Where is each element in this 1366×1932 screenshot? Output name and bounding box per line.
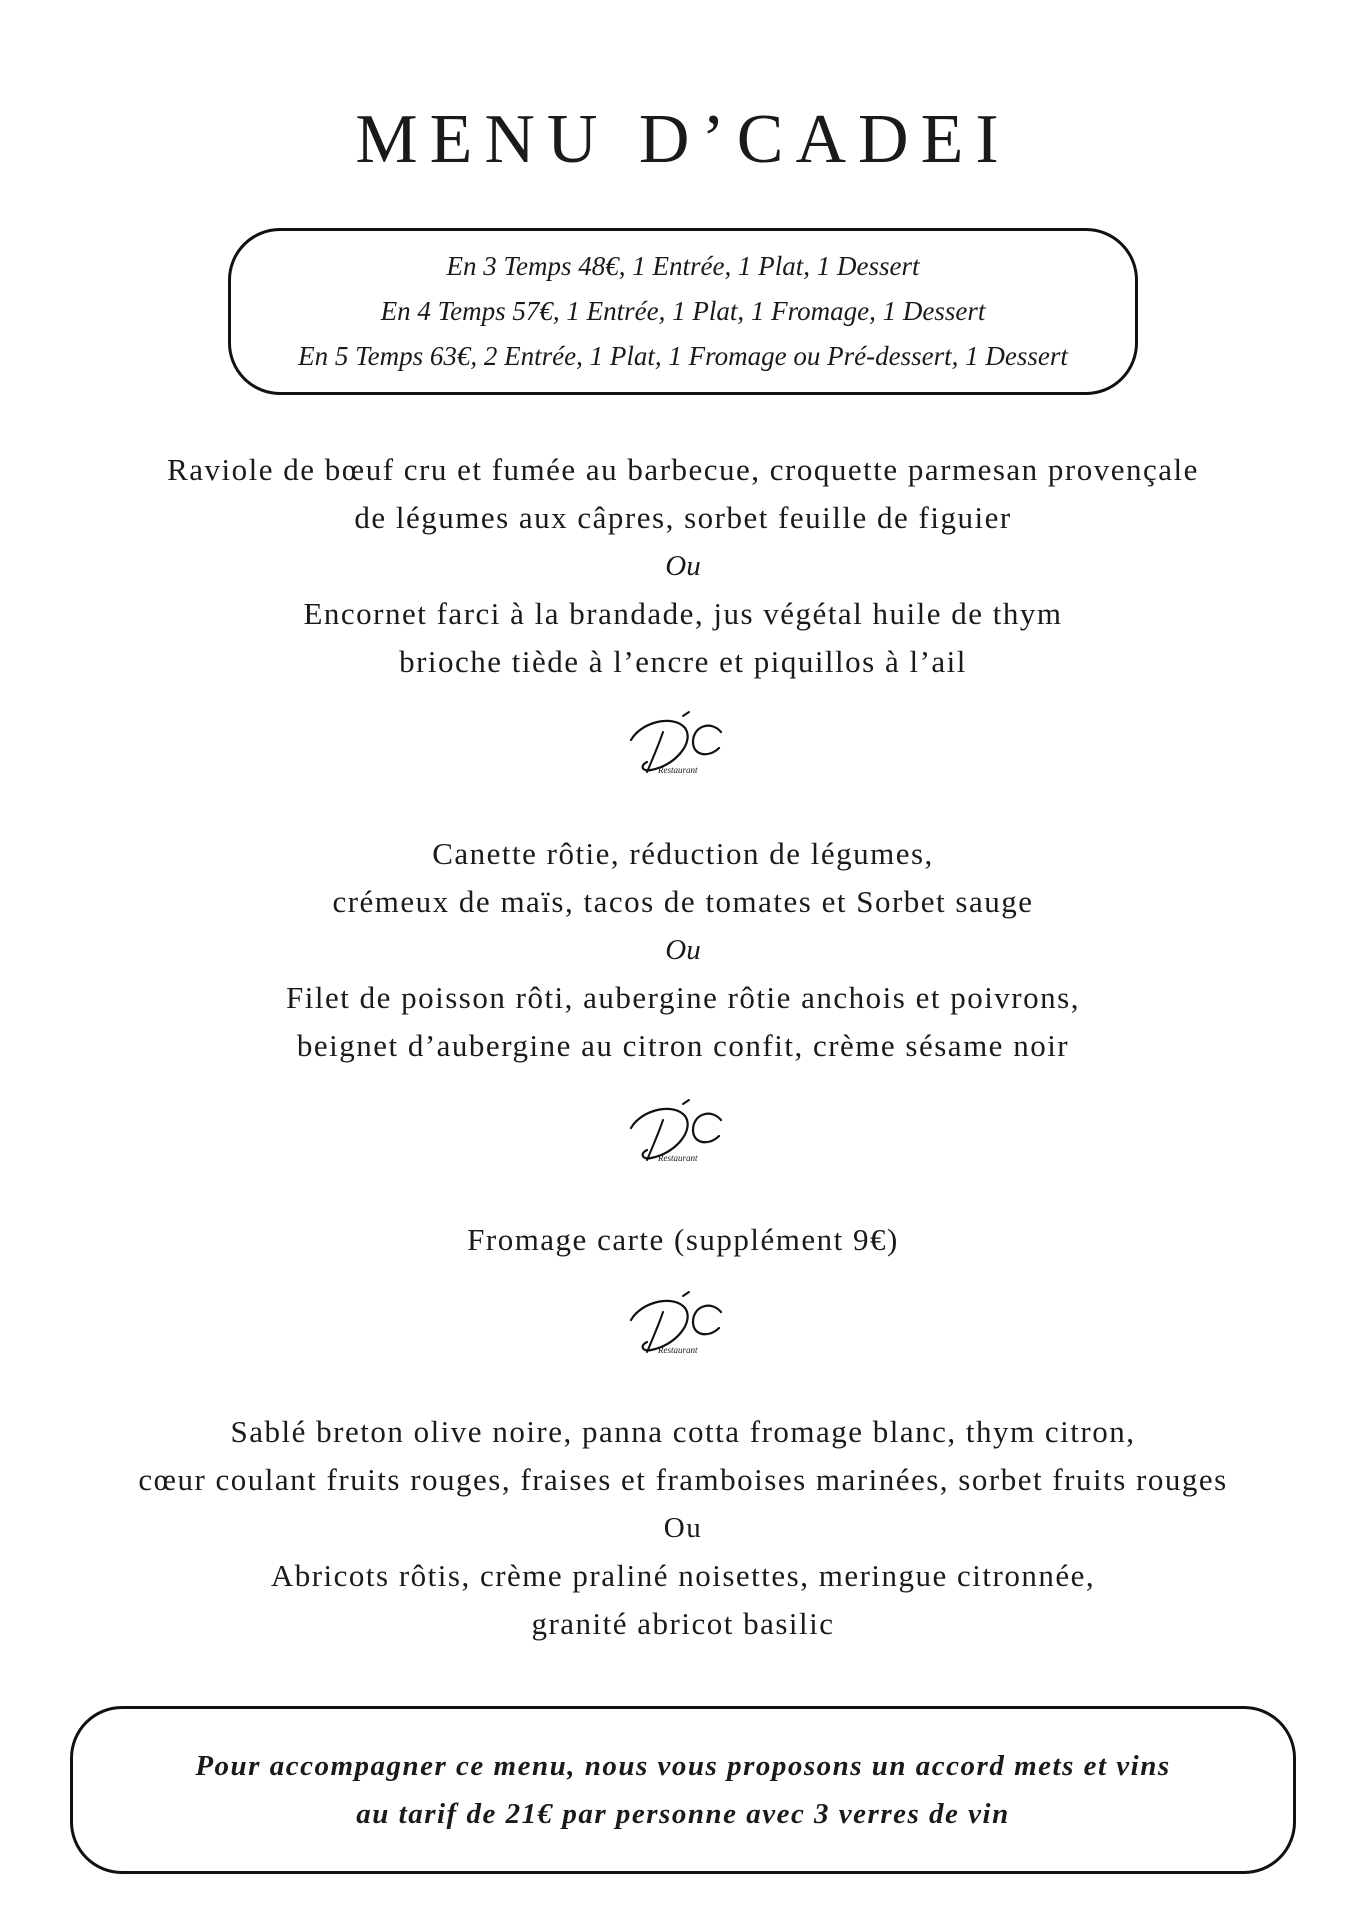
dc-monogram-icon [623,1290,743,1370]
dc-monogram-icon [623,1098,743,1178]
plat-2-line-2: beignet d’aubergine au citron confit, crème sésame noir [296,1028,1070,1063]
dessert-1-line-1: Sablé breton olive noire, panna cotta fromage blanc, thym citron, [230,1414,1136,1449]
logo-subtitle: Restaurant [658,1345,698,1355]
dessert-separator: Ou [663,1512,703,1544]
formula-box [228,228,1138,395]
plat-separator: Ou [665,934,701,966]
logo-subtitle: Restaurant [658,765,698,775]
wine-pairing-line-1: Pour accompagner ce menu, nous vous proposons un accord mets et vins [195,1750,1171,1782]
restaurant-logo [623,1098,743,1178]
formula-3-temps: En 3 Temps 48€, 1 Entrée, 1 Plat, 1 Dessert [446,251,920,281]
entree-1-line-1: Raviole de bœuf cru et fumée au barbecue, croquette parmesan provençale [167,452,1199,487]
restaurant-logo [623,710,743,790]
entree-1-line-2: de légumes aux câpres, sorbet feuille de figuier [354,500,1012,535]
entree-2-line-2: brioche tiède à l’encre et piquillos à l’ail [399,644,967,679]
dc-monogram-icon [623,710,743,790]
desserts-section [0,1408,1366,1648]
dessert-2-line-1: Abricots rôtis, crème praliné noisettes, meringue citronnée, [270,1558,1096,1593]
plat-1-line-1: Canette rôtie, réduction de légumes, [432,836,934,871]
menu-title: MENU D’CADEI [355,101,1011,178]
wine-pairing-box [70,1706,1296,1874]
formula-4-temps: En 4 Temps 57€, 1 Entrée, 1 Plat, 1 Fromage, 1 Dessert [380,296,986,326]
logo-subtitle: Restaurant [658,1153,698,1163]
entrees-section [0,446,1366,686]
fromage-section [0,1216,1366,1264]
entree-separator: Ou [665,550,701,582]
restaurant-logo [623,1290,743,1370]
fromage-line: Fromage carte (supplément 9€) [467,1222,899,1257]
plat-2-line-1: Filet de poisson rôti, aubergine rôtie anchois et poivrons, [286,980,1080,1015]
plats-section [0,830,1366,1070]
dessert-1-line-2: cœur coulant fruits rouges, fraises et framboises marinées, sorbet fruits rouges [138,1462,1228,1497]
formula-5-temps: En 5 Temps 63€, 2 Entrée, 1 Plat, 1 Fromage ou Pré-dessert, 1 Dessert [298,341,1068,371]
plat-1-line-2: crémeux de maïs, tacos de tomates et Sorbet sauge [332,884,1034,919]
entree-2-line-1: Encornet farci à la brandade, jus végétal huile de thym [303,596,1063,631]
dessert-2-line-2: granité abricot basilic [531,1606,835,1641]
wine-pairing-line-2: au tarif de 21€ par personne avec 3 verres de vin [356,1798,1010,1830]
